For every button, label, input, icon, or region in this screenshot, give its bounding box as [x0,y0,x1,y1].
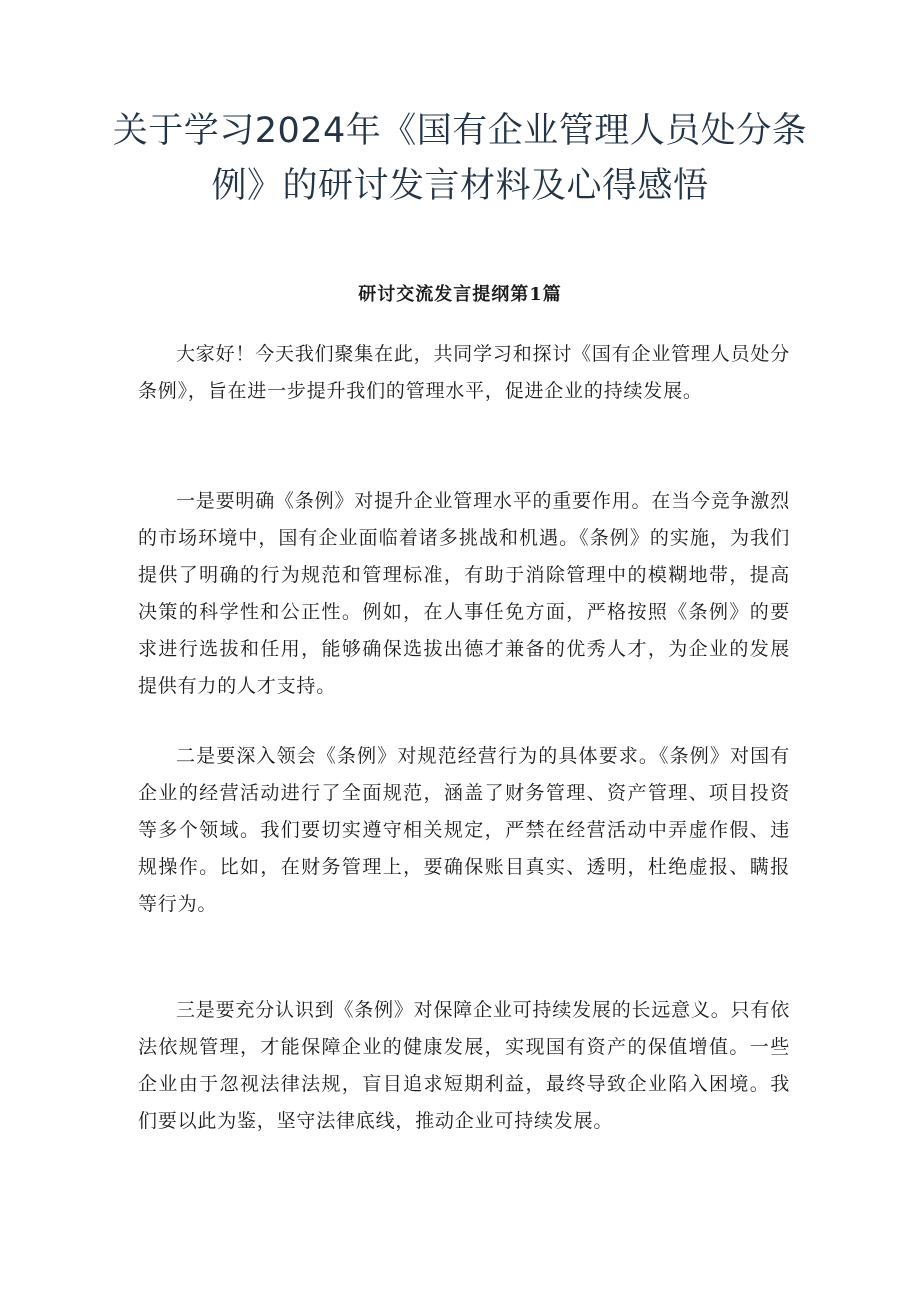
paragraph-intro: 大家好！今天我们聚集在此，共同学习和探讨《国有企业管理人员处分条例》，旨在进一步提升我们的管理水平，促进企业的持续发展。 [138,343,790,402]
section-heading: 研讨交流发言提纲第1篇 [358,284,562,305]
paragraph-point-three: 三是要充分认识到《条例》对保障企业可持续发展的长远意义。只有依法依规管理，才能保障企业的健康发展，实现国有资产的保值增值。一些企业由于忽视法律法规，盲目追求短期利益，最终导致企业陷入困境。我们要以此为鉴，坚守法律底线，推动企业可持续发展。 [138,999,790,1132]
document-title: 关于学习2024年《国有企业管理人员处分条例》的研讨发言材料及心得感悟 [112,111,808,206]
paragraph-point-one: 一是要明确《条例》对提升企业管理水平的重要作用。在当今竞争激烈的市场环境中，国有企业面临着诸多挑战和机遇。《条例》的实施，为我们提供了明确的行为规范和管理标准，有助于消除管理中的模糊地带，提高决策的科学性和公正性。例如，在人事任免方面，严格按照《条例》的要求进行选拔和任用，能够确保选拔出德才兼备的优秀人才，为企业的发展提供有力的人才支持。 [138,490,790,697]
paragraph-point-two: 二是要深入领会《条例》对规范经营行为的具体要求。《条例》对国有企业的经营活动进行了全面规范，涵盖了财务管理、资产管理、项目投资等多个领域。我们要切实遵守相关规定，严禁在经营活动中弄虚作假、违规操作。比如，在财务管理上，要确保账目真实、透明，杜绝虚报、瞒报等行为。 [138,745,790,915]
